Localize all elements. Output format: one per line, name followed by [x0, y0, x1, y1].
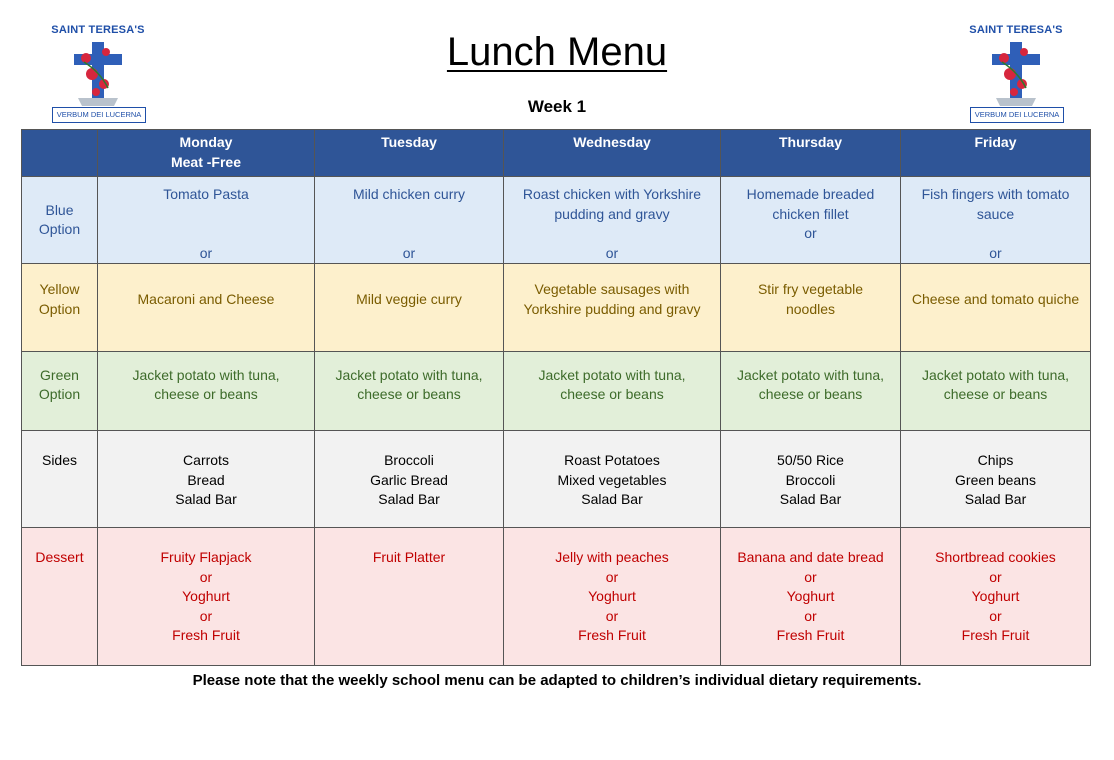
day-header-tuesday: [315, 130, 504, 177]
menu-line: Yorkshire pudding and gravy: [523, 300, 701, 317]
day-subtitle: Meat -Free: [170, 153, 242, 170]
menu-line: Yoghurt: [588, 588, 636, 604]
menu-line: or: [199, 244, 213, 261]
menu-line: Macaroni and Cheese: [137, 290, 275, 307]
menu-line: noodles: [785, 300, 836, 317]
day-header-friday: [901, 130, 1091, 177]
day-header-monday: [98, 130, 315, 177]
school-motto: VERBUM DEI LUCERNA: [52, 107, 146, 123]
menu-line: Yoghurt: [786, 588, 835, 604]
menu-line: Salad Bar: [779, 491, 842, 507]
menu-line: cheese or beans: [943, 386, 1048, 402]
menu-line: Homemade breaded: [746, 186, 875, 202]
menu-line: [319, 205, 499, 225]
menu-cell: [721, 177, 901, 264]
menu-line: or: [804, 607, 817, 624]
menu-line: cheese or beans: [758, 386, 863, 402]
menu-line: [102, 205, 310, 225]
row-label-text: Option: [38, 221, 81, 237]
menu-line: cheese or beans: [357, 386, 461, 402]
menu-line: or: [989, 244, 1002, 261]
menu-line: [508, 224, 716, 244]
menu-line: Yoghurt: [182, 588, 230, 604]
day-name: Wednesday: [573, 134, 651, 150]
school-name: SAINT TERESA'S: [969, 24, 1063, 36]
row-label-text: Yellow: [39, 281, 80, 297]
menu-line: Chips: [977, 452, 1014, 468]
menu-line: Green beans: [955, 471, 1036, 488]
menu-line: Garlic Bread: [370, 471, 448, 488]
menu-line: Jacket potato with tuna,: [736, 366, 885, 383]
menu-cell: [504, 352, 721, 431]
menu-line: Shortbread cookies: [935, 549, 1056, 565]
menu-cell: [504, 431, 721, 528]
menu-line: or: [199, 568, 213, 585]
menu-line: Roast Potatoes: [564, 452, 660, 468]
menu-line: Fruity Flapjack: [160, 549, 252, 565]
row-label-text: Option: [38, 300, 81, 317]
menu-line: Mild chicken curry: [352, 186, 466, 202]
menu-line: or: [199, 607, 213, 624]
yellow-option-row: [22, 264, 1091, 352]
row-label-dessert: [22, 528, 98, 666]
menu-cell: [315, 264, 504, 352]
menu-cell: [901, 177, 1091, 264]
menu-cell: [901, 352, 1091, 431]
menu-cell: [901, 264, 1091, 352]
menu-cell: [721, 431, 901, 528]
menu-line: [102, 224, 310, 244]
sides-row: [22, 431, 1091, 528]
menu-line: Jacket potato with tuna,: [335, 366, 483, 383]
week-label: Week 1: [527, 97, 587, 116]
row-label-blue: [22, 177, 98, 264]
day-name: Friday: [974, 134, 1017, 150]
menu-line: Yoghurt: [971, 588, 1020, 604]
header-corner: [22, 130, 98, 177]
blue-option-row: [22, 177, 1091, 264]
menu-cell: [504, 528, 721, 666]
menu-cell: [901, 528, 1091, 666]
menu-line: Fish fingers with tomato: [921, 186, 1070, 202]
menu-line: Jacket potato with tuna,: [921, 366, 1070, 383]
menu-line: or: [989, 568, 1002, 585]
dessert-row: [22, 528, 1091, 666]
green-option-row: [22, 352, 1091, 431]
row-label-text: Green: [40, 366, 79, 383]
menu-cell: [721, 528, 901, 666]
menu-line: or: [989, 607, 1002, 624]
menu-line: or: [402, 244, 416, 261]
menu-cell: [901, 431, 1091, 528]
day-name: Tuesday: [381, 134, 437, 150]
menu-cell: [98, 352, 315, 431]
menu-line: or: [605, 568, 619, 585]
row-label-text: Blue: [45, 201, 74, 218]
menu-line: Broccoli: [785, 471, 836, 488]
menu-line: [319, 224, 499, 244]
menu-line: Jacket potato with tuna,: [538, 366, 686, 383]
menu-cell: [315, 431, 504, 528]
menu-line: Salad Bar: [581, 491, 643, 507]
menu-line: [905, 224, 1086, 244]
row-label-green: [22, 352, 98, 431]
menu-line: Fruit Platter: [372, 549, 446, 565]
menu-line: Carrots: [183, 452, 229, 468]
school-name: SAINT TERESA'S: [51, 24, 145, 36]
menu-line: or: [804, 568, 817, 585]
school-motto: VERBUM DEI LUCERNA: [970, 107, 1064, 123]
menu-line: Cheese and tomato quiche: [911, 290, 1080, 307]
menu-line: Bread: [187, 471, 225, 488]
menu-line: or: [605, 607, 619, 624]
menu-cell: [98, 528, 315, 666]
menu-line: Mixed vegetables: [557, 471, 667, 488]
day-name: Thursday: [778, 134, 842, 150]
menu-line: Roast chicken with Yorkshire: [522, 186, 702, 202]
menu-cell: [98, 431, 315, 528]
menu-cell: [98, 177, 315, 264]
menu-cell: [98, 264, 315, 352]
menu-line: Vegetable sausages with: [534, 281, 690, 297]
menu-line: pudding and gravy: [554, 205, 670, 222]
menu-cell: [504, 264, 721, 352]
menu-cell: [315, 528, 504, 666]
menu-line: or: [605, 244, 619, 261]
row-label-text: Dessert: [35, 549, 84, 565]
menu-line: 50/50 Rice: [777, 452, 844, 468]
menu-cell: [315, 352, 504, 431]
row-label-sides: [22, 431, 98, 528]
menu-table: [21, 129, 1091, 666]
menu-cell: [504, 177, 721, 264]
menu-line: Fresh Fruit: [578, 627, 646, 643]
menu-line: chicken fillet: [772, 205, 849, 222]
menu-line: cheese or beans: [154, 386, 258, 402]
menu-line: Fresh Fruit: [961, 627, 1030, 643]
menu-cell: [721, 264, 901, 352]
menu-line: Fresh Fruit: [776, 627, 845, 643]
menu-line: sauce: [976, 205, 1015, 222]
menu-line: Broccoli: [384, 452, 434, 468]
menu-line: Jelly with peaches: [555, 549, 669, 565]
menu-header-row: [22, 130, 1091, 177]
menu-line: Stir fry vegetable: [757, 281, 864, 297]
menu-line: Mild veggie curry: [356, 290, 462, 307]
menu-line: Jacket potato with tuna,: [132, 366, 280, 383]
row-label-text: Sides: [41, 452, 78, 468]
menu-line: or: [804, 225, 817, 241]
menu-cell: [315, 177, 504, 264]
day-header-wednesday: [504, 130, 721, 177]
day-name: Monday: [179, 134, 233, 150]
day-header-thursday: [721, 130, 901, 177]
menu-line: Tomato Pasta: [163, 186, 249, 202]
row-label-text: Option: [38, 386, 81, 402]
menu-line: Salad Bar: [175, 491, 237, 507]
menu-line: cheese or beans: [560, 386, 664, 402]
menu-line: Salad Bar: [964, 491, 1027, 507]
page-title: [0, 30, 1114, 75]
menu-cell: [721, 352, 901, 431]
menu-line: Fresh Fruit: [172, 627, 240, 643]
dietary-note: Please note that the weekly school menu can be adapted to children’s individual dietary requirements.: [192, 672, 922, 689]
menu-line: Banana and date bread: [737, 549, 884, 565]
menu-line: Salad Bar: [378, 491, 440, 507]
row-label-yellow: [22, 264, 98, 352]
page-title-text: Lunch Menu: [446, 30, 668, 74]
